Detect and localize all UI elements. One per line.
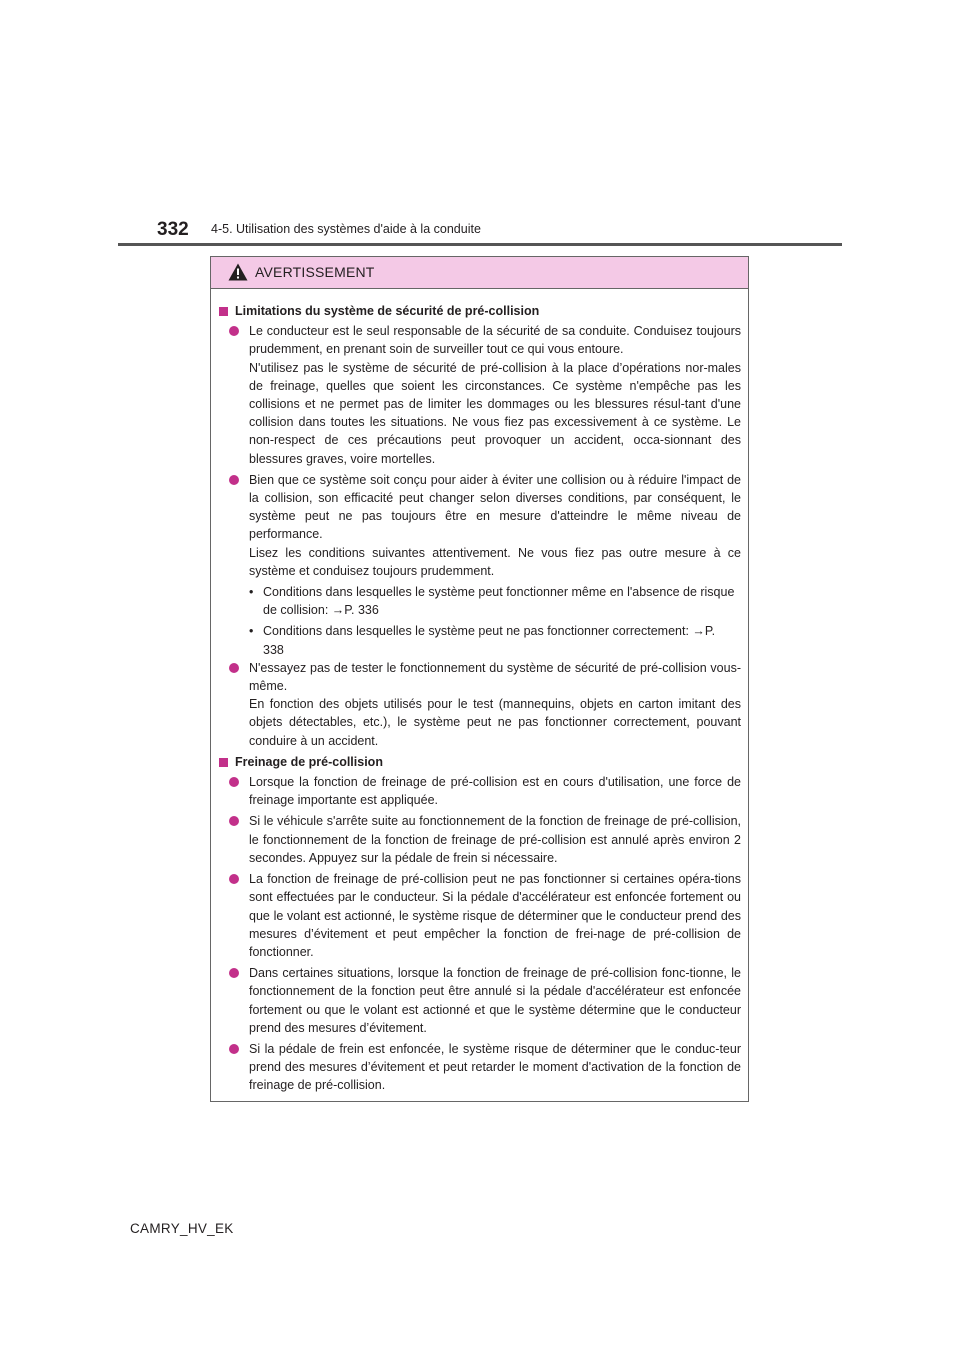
- bullet-dot-icon: [229, 326, 239, 336]
- header-rule: [118, 243, 842, 246]
- item-paragraph: Dans certaines situations, lorsque la fonction de freinage de pré-collision fonc-tionne, le fonctionnement de la fonction peut être annulé si la pédale d'accélérateur est enfoncée fortement ou que le volant est actionné et que le système détermine que le conducteur prend des mesures d’évitement.: [249, 966, 741, 1035]
- sub-item-text: Conditions dans lesquelles le système peut fonctionner même en l'absence de risque de collision: →P. 336: [263, 585, 735, 618]
- item-paragraph: Bien que ce système soit conçu pour aider à éviter une collision ou à réduire l'impact de la collision, son efficacité peut changer selon diverses conditions, par conséquent, le système peut ne pas toujours être en mesure d'atteindre le même niveau de performance.: [249, 472, 741, 542]
- item-paragraph: N'utilisez pas le système de sécurité de pré-collision à la place d’opérations nor-males de freinage, quelles que soient les circonstances. Ce système n'empêche pas les collisions et ne permet pas de limiter les dommages ou les blessures résul-tant d'une collision dans toutes les situations. Ne vous fiez pas excessivement à ce système. Le non-respect de ces précautions peut provoquer un accident, occa-sionnant des blessures graves, voire mortelles.: [249, 360, 741, 466]
- bullet-item: [218, 659, 741, 750]
- item-paragraph: Lisez les conditions suivantes attentivement. Ne vous fiez pas outre mesure à ce système et conduisez toujours prudemment.: [249, 545, 741, 578]
- footer-code: CAMRY_HV_EK: [130, 1221, 234, 1236]
- section-title: 4-5. Utilisation des systèmes d'aide à la conduite: [211, 222, 481, 236]
- sub-bullet-icon: •: [249, 624, 254, 639]
- sub-bullet-icon: •: [249, 585, 254, 600]
- item-paragraph: Si le véhicule s'arrête suite au fonctionnement de la fonction de freinage de pré-collision, le fonctionnement de la fonction de freinage de pré-collision est annulé après environ 2 secondes. Appuyez sur la pédale de frein si nécessaire.: [249, 814, 741, 865]
- warning-header: [211, 257, 748, 289]
- bullet-item: [218, 1040, 741, 1095]
- bullet-dot-icon: [229, 475, 239, 485]
- warning-triangle-icon: [228, 263, 248, 281]
- sub-bullet-item: [218, 583, 741, 619]
- section-heading: Limitations du système de sécurité de pré-collision: [218, 302, 741, 320]
- bullet-dot-icon: [229, 1044, 239, 1054]
- sub-item-text: Conditions dans lesquelles le système peut ne pas fonctionner correctement: →P. 338: [263, 624, 716, 657]
- bullet-item: [218, 870, 741, 961]
- bullet-dot-icon: [229, 874, 239, 884]
- item-paragraph: N'essayez pas de tester le fonctionnement du système de sécurité de pré-collision vous-même.: [249, 660, 741, 694]
- bullet-item: [218, 964, 741, 1037]
- page-header: [118, 216, 842, 248]
- item-paragraph: Le conducteur est le seul responsable de la sécurité de sa conduite. Conduisez toujours prudemment, en prenant soin de surveiller tout ce qui vous entoure.: [249, 324, 741, 357]
- section-heading: Freinage de pré-collision: [218, 753, 741, 771]
- bullet-item: [218, 471, 741, 580]
- warning-body: [211, 289, 748, 1095]
- warning-title: AVERTISSEMENT: [255, 264, 375, 280]
- bullet-item: [218, 773, 741, 809]
- warning-box: [210, 256, 749, 1102]
- item-paragraph: En fonction des objets utilisés pour le test (mannequins, objets en carton imitant des objets détectables, etc.), le système peut ne pas fonctionner correctement, pouvant conduire à un accident.: [249, 697, 741, 748]
- item-paragraph: Lorsque la fonction de freinage de pré-collision est en cours d'utilisation, une force de freinage importante est appliquée.: [249, 775, 741, 808]
- bullet-dot-icon: [229, 663, 239, 673]
- sub-bullet-item: [218, 622, 741, 658]
- bullet-dot-icon: [229, 777, 239, 787]
- bullet-item: [218, 322, 741, 468]
- bullet-dot-icon: [229, 816, 239, 826]
- bullet-item: [218, 812, 741, 867]
- page-number: 332: [157, 219, 189, 240]
- item-paragraph: La fonction de freinage de pré-collision peut ne pas fonctionner si certaines opéra-tions sont effectuées par le conducteur. Si la pédale d'accélérateur est enfoncée fortement ou que le volant est actionné, le système risque de déterminer que le conducteur prend des mesures d’évitement et peut empêcher la fonction de frei-nage de pré-collision de fonctionner.: [249, 872, 741, 959]
- bullet-dot-icon: [229, 968, 239, 978]
- item-paragraph: Si la pédale de frein est enfoncée, le système risque de déterminer que le conduc-teur prend des mesures d’évitement et peut retarder le moment d'activation de la fonction de freinage de pré-collision.: [249, 1041, 741, 1093]
